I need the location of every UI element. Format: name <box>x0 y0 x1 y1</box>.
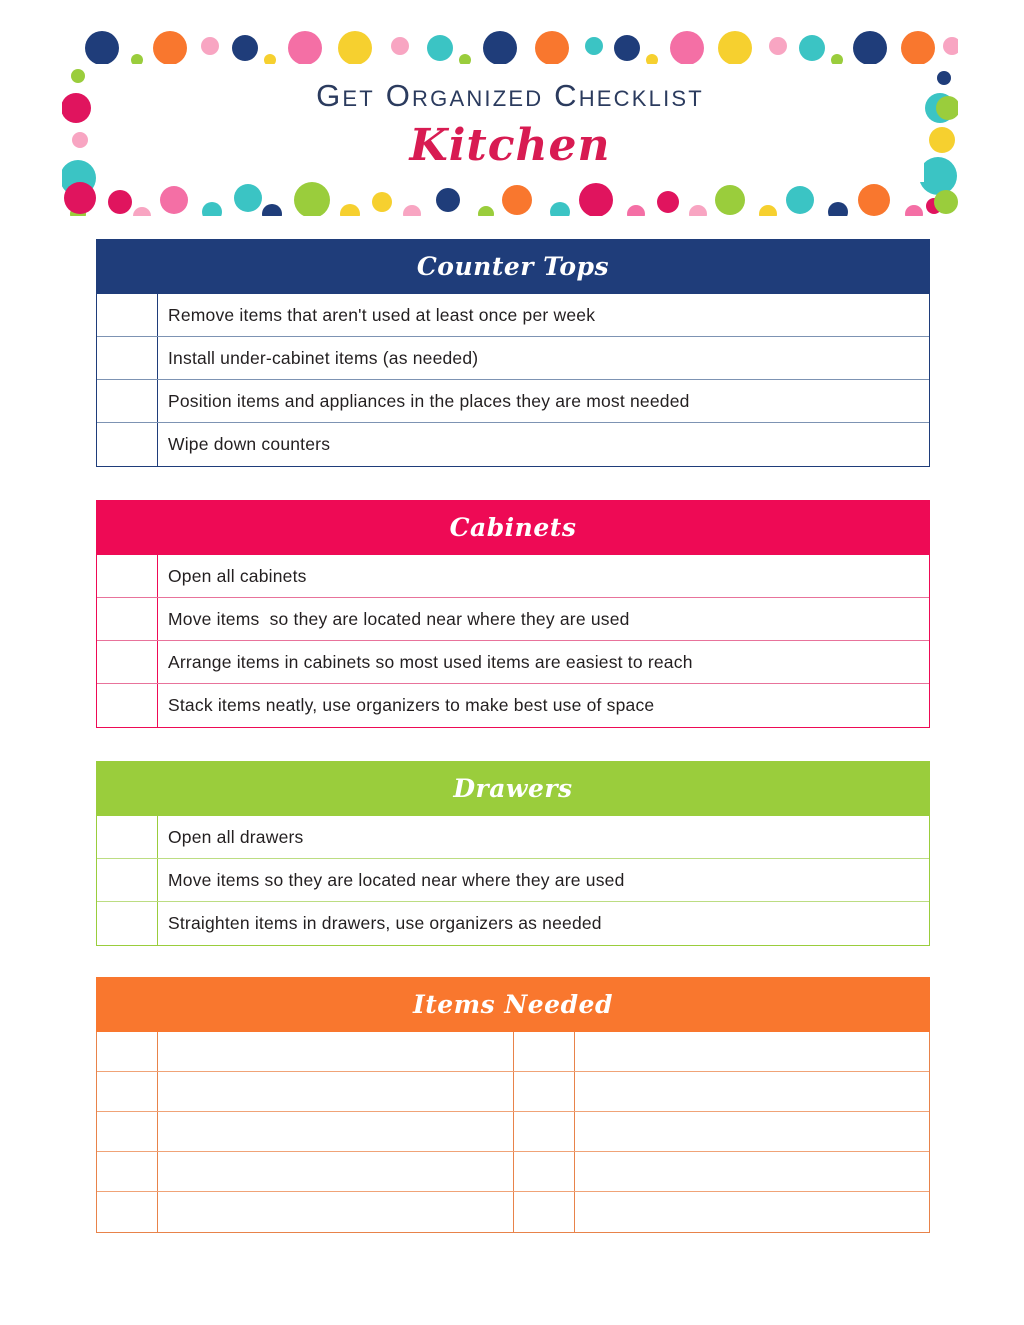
task-row[interactable] <box>97 816 929 859</box>
section-drawers <box>96 761 930 946</box>
task-label: Straighten items in drawers, use organizers as needed <box>168 913 602 933</box>
task-list-drawers <box>96 816 930 946</box>
page-subtitle: Kitchen <box>409 120 611 171</box>
task-row[interactable] <box>97 598 929 641</box>
section-counter-tops <box>96 239 930 467</box>
checkbox-cell[interactable] <box>97 902 158 945</box>
task-label: Move items so they are located near where they are used <box>168 869 625 890</box>
task-row[interactable] <box>97 684 929 727</box>
checkbox-cell[interactable] <box>97 337 158 379</box>
checkbox-cell[interactable] <box>97 598 158 640</box>
write-in-cell[interactable] <box>575 1112 930 1151</box>
write-in-cell[interactable] <box>158 1032 514 1071</box>
write-in-cell[interactable] <box>575 1072 930 1111</box>
task-row[interactable] <box>97 555 929 598</box>
checkbox-cell[interactable] <box>97 1112 158 1151</box>
task-row[interactable] <box>97 859 929 902</box>
task-label: Open all cabinets <box>168 565 307 586</box>
section-header-cabinets: Cabinets <box>96 500 930 555</box>
task-row[interactable] <box>97 380 929 423</box>
section-header-counter-tops: Counter Tops <box>96 239 930 294</box>
write-in-cell[interactable] <box>158 1192 514 1232</box>
checkbox-cell[interactable] <box>514 1152 575 1191</box>
checkbox-cell[interactable] <box>97 555 158 597</box>
task-label: Remove items that aren't used at least once per week <box>168 304 596 325</box>
checkbox-cell[interactable] <box>514 1112 575 1151</box>
section-items-needed <box>96 977 930 1233</box>
checkbox-cell[interactable] <box>97 1032 158 1071</box>
task-label: Stack items neatly, use organizers to make best use of space <box>168 695 655 715</box>
page-title: Get Organized Checklist <box>316 78 704 113</box>
task-label: Open all drawers <box>168 826 304 847</box>
grid-row[interactable] <box>97 1112 929 1152</box>
checkbox-cell[interactable] <box>97 641 158 683</box>
checkbox-cell[interactable] <box>97 816 158 858</box>
task-list-cabinets <box>96 555 930 728</box>
task-label: Install under-cabinet items (as needed) <box>168 347 479 368</box>
task-label: Arrange items in cabinets so most used items are easiest to reach <box>168 651 693 672</box>
header-text-block <box>96 64 924 182</box>
grid-row[interactable] <box>97 1072 929 1112</box>
grid-row[interactable] <box>97 1152 929 1192</box>
task-row[interactable] <box>97 641 929 684</box>
write-in-cell[interactable] <box>158 1112 514 1151</box>
checkbox-cell[interactable] <box>97 684 158 727</box>
checkbox-cell[interactable] <box>97 1152 158 1191</box>
checkbox-cell[interactable] <box>97 380 158 422</box>
write-in-cell[interactable] <box>158 1072 514 1111</box>
checkbox-cell[interactable] <box>97 423 158 466</box>
section-cabinets <box>96 500 930 728</box>
task-row[interactable] <box>97 294 929 337</box>
task-label: Move items so they are located near where they are used <box>168 608 630 629</box>
task-list-counter-tops <box>96 294 930 467</box>
write-in-cell[interactable] <box>158 1152 514 1191</box>
task-label: Wipe down counters <box>168 434 331 454</box>
grid-row[interactable] <box>97 1032 929 1072</box>
write-in-cell[interactable] <box>575 1192 930 1232</box>
checkbox-cell[interactable] <box>97 294 158 336</box>
write-in-cell[interactable] <box>575 1032 930 1071</box>
section-header-drawers: Drawers <box>96 761 930 816</box>
items-needed-grid <box>96 1032 930 1233</box>
grid-row[interactable] <box>97 1192 929 1232</box>
checkbox-cell[interactable] <box>97 859 158 901</box>
task-row[interactable] <box>97 337 929 380</box>
checkbox-cell[interactable] <box>514 1032 575 1071</box>
checkbox-cell[interactable] <box>97 1192 158 1232</box>
header-banner <box>62 30 958 216</box>
section-header-items-needed: Items Needed <box>96 977 930 1032</box>
write-in-cell[interactable] <box>575 1152 930 1191</box>
checkbox-cell[interactable] <box>514 1192 575 1232</box>
checkbox-cell[interactable] <box>514 1072 575 1111</box>
checkbox-cell[interactable] <box>97 1072 158 1111</box>
task-label: Position items and appliances in the places they are most needed <box>168 390 690 411</box>
task-row[interactable] <box>97 902 929 945</box>
task-row[interactable] <box>97 423 929 466</box>
